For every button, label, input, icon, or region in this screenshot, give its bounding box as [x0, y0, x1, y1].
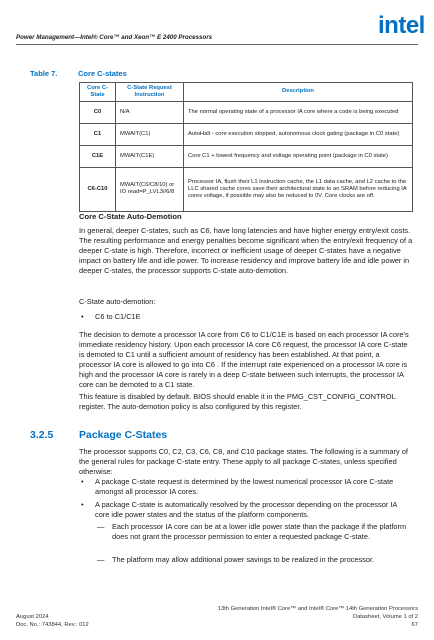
bullet-item: A package C-state is automatically resolved by the processor depending on the processor IA core idle power states and the status of the platform components.	[95, 500, 397, 520]
column-header: Core C-State	[80, 83, 116, 102]
bullet-item: C6 to C1/C1E	[95, 312, 141, 321]
dash-item: The platform may allow additional power savings to be realized in the processor.	[112, 555, 375, 564]
footer-product: 13th Generation Intel® Core™ and Intel® Core™ 14th Generation Processors	[217, 606, 418, 612]
auto-demotion-intro: C-State auto-demotion:	[79, 297, 156, 306]
table-header-row	[80, 83, 413, 102]
table-row	[80, 123, 413, 145]
package-cstates-intro: The processor supports C0, C2, C3, C6, C8, and C10 package states. The following is a summary of the general rules for package C-state entry. These apply to all package C-states, unless specified otherwise:	[79, 447, 408, 477]
section-title: Package C-States	[79, 429, 168, 441]
cell-description: AutoHalt - core execution stopped, autonomous clock gating (package in C0 state)	[184, 123, 413, 145]
dash-item: Each processor IA core can be at a lower idle power state than the package if the platform does not grant the processor permission to enter a requested package C-state.	[112, 522, 407, 542]
dash-marker: —	[97, 555, 105, 564]
cell-description: Core C1 + lowest frequency and voltage operating point (package in C0 state)	[184, 145, 413, 167]
dash-marker: —	[97, 522, 105, 531]
footer-left	[16, 614, 89, 630]
auto-demotion-paragraph: In general, deeper C-states, such as C6, have long latencies and have higher energy entry/exit costs. The resulting performance and energy penalties become significant when the entry/exit frequency of a deeper C-state is high. Therefore, incorrect or inefficient usage of deeper C-states have a negative impact on battery life and idle power. To increase residency and improve battery life and idle power in deeper C-states, the processor supports C-state auto-demotion.	[79, 226, 413, 276]
table-caption	[30, 69, 127, 78]
footer-right	[218, 606, 418, 629]
core-cstates-table	[79, 82, 413, 212]
bullet-marker: •	[81, 477, 84, 486]
footer-page-number: 67	[411, 621, 418, 628]
page-header	[16, 6, 425, 46]
feature-disabled-paragraph: This feature is disabled by default. BIOS should enable it in the PMG_CST_CONFIG_CONTROL register. The auto-demotion policy is also configured by this register.	[79, 392, 396, 412]
cell-instruction: N/A	[116, 101, 184, 123]
table-row	[80, 167, 413, 211]
section-number: 3.2.5	[30, 429, 54, 441]
cell-state: C1E	[80, 145, 116, 167]
demotion-decision-paragraph: The decision to demote a processor IA core from C6 to C1/C1E is based on each processor IA core's immediate residency history. Upon each processor IA core C6 request, the processor IA core C-state is demoted to C1 until a sufficient amount of residency has been established. At that point, a processor IA core is allowed to go into C6 . If the interrupt rate experienced on a processor IA core is high and the processor IA core is rarely in a deep C-state between such interrupts, the processor IA core can be demoted to a C1 state.	[79, 330, 409, 390]
header-rule	[16, 44, 418, 45]
cell-instruction: MWAIT(C6/C8/10) or IO read=P_LVL3//6/8	[116, 167, 184, 211]
column-header: C-State Request Instruction	[116, 83, 184, 102]
cell-state: C1	[80, 123, 116, 145]
cell-instruction: MWAIT(C1)	[116, 123, 184, 145]
bullet-item: A package C-state request is determined by the lowest numerical processor IA core C-state amongst all processor IA cores.	[95, 477, 394, 497]
footer-volume: Datasheet, Volume 1 of 2	[352, 613, 418, 620]
cell-description: Processor IA, flush their L1 instruction cache, the L1 data cache, and L2 cache to the LLC shared cache cores save their architectural state to an SRAM before reducing IA cores voltage, if possible may also be reduced to 0V. Core clocks are off.	[184, 167, 413, 211]
cell-description: The normal operating state of a processor IA core where a code is being executed	[184, 101, 413, 123]
cell-state: C6-C10	[80, 167, 116, 211]
column-header: Description	[184, 83, 413, 102]
table-number: Table 7.	[30, 69, 58, 78]
intel-logo	[378, 6, 425, 40]
header-title: Power Management—Intel® Core™ and Xeon™ E 2400 Processors	[16, 34, 213, 41]
bullet-marker: •	[81, 312, 84, 321]
cell-state: C0	[80, 101, 116, 123]
cell-instruction: MWAIT(C1E)	[116, 145, 184, 167]
table-title: Core C-states	[78, 69, 127, 78]
table-row	[80, 101, 413, 123]
auto-demotion-heading: Core C-State Auto-Demotion	[79, 212, 182, 221]
footer-date: August 2024	[16, 614, 49, 620]
table-row	[80, 145, 413, 167]
logo-text: intel	[378, 12, 425, 39]
footer-doc-number: Doc. No.: 743844, Rev.: 012	[16, 621, 89, 628]
bullet-marker: •	[81, 500, 84, 509]
